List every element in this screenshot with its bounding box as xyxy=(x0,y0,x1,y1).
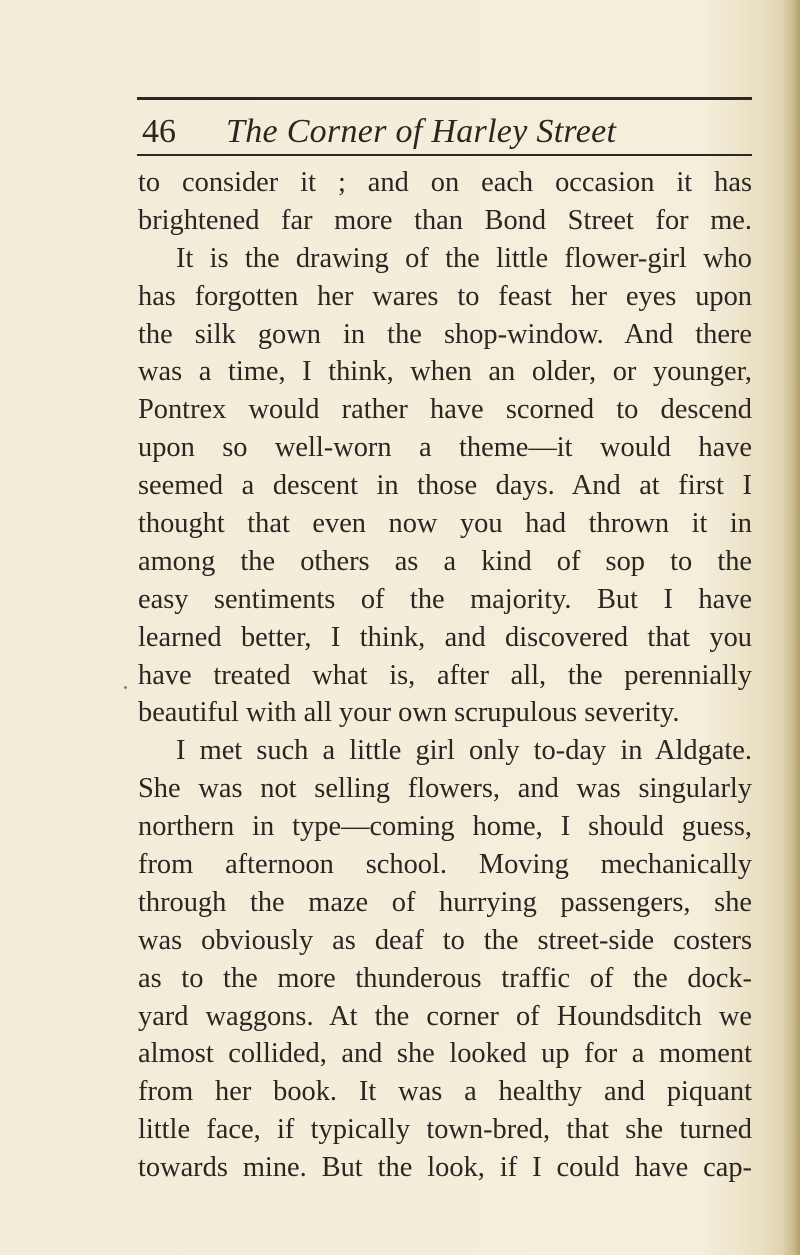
text-line: seemed a descent in those days. And at first I xyxy=(138,470,752,502)
text-line: little face, if typically town-bred, that she turned xyxy=(138,1114,752,1146)
text-line: the silk gown in the shop-window. And there xyxy=(138,318,752,350)
text-line: thought that even now you had thrown it in xyxy=(138,508,752,540)
text-line: among the others as a kind of sop to the xyxy=(138,545,752,577)
text-line: was obviously as deaf to the street-side costers xyxy=(138,924,752,956)
page-edge-shadow xyxy=(782,0,800,1255)
running-title: The Corner of Harley Street xyxy=(226,113,617,150)
header-bottom-rule xyxy=(137,154,752,156)
text-line: from afternoon school. Moving mechanically xyxy=(138,849,752,881)
text-line: was a time, I think, when an older, or younger, xyxy=(138,356,752,388)
text-line: upon so well-worn a theme—it would have xyxy=(138,432,752,464)
text-line: has forgotten her wares to feast her eyes upon xyxy=(138,280,752,312)
text-line: I met such a little girl only to-day in Aldgate. xyxy=(176,735,752,767)
text-line: learned better, I think, and discovered that you xyxy=(138,621,752,653)
paper-speck xyxy=(124,686,127,689)
text-line: have treated what is, after all, the perennially xyxy=(138,659,752,691)
text-line: towards mine. But the look, if I could have cap- xyxy=(138,1152,752,1184)
text-line: She was not selling flowers, and was singularly xyxy=(138,773,752,805)
text-line: Pontrex would rather have scorned to descend xyxy=(138,394,752,426)
text-line: brightened far more than Bond Street for me. xyxy=(138,204,752,236)
body-text xyxy=(138,164,752,1187)
page-number: 46 xyxy=(142,113,176,150)
text-line: northern in type—coming home, I should guess, xyxy=(138,811,752,843)
text-line: from her book. It was a healthy and piquant xyxy=(138,1076,752,1108)
text-line: beautiful with all your own scrupulous severity. xyxy=(138,697,680,729)
header-top-rule xyxy=(137,97,752,100)
text-line: It is the drawing of the little flower-girl who xyxy=(176,242,752,274)
text-line: almost collided, and she looked up for a moment xyxy=(138,1038,752,1070)
text-line: yard waggons. At the corner of Houndsditch we xyxy=(138,1000,752,1032)
text-line: to consider it ; and on each occasion it has xyxy=(138,167,752,198)
text-line: as to the more thunderous traffic of the dock- xyxy=(138,962,752,994)
text-line: through the maze of hurrying passengers, she xyxy=(138,886,752,918)
text-line: easy sentiments of the majority. But I have xyxy=(138,583,752,615)
